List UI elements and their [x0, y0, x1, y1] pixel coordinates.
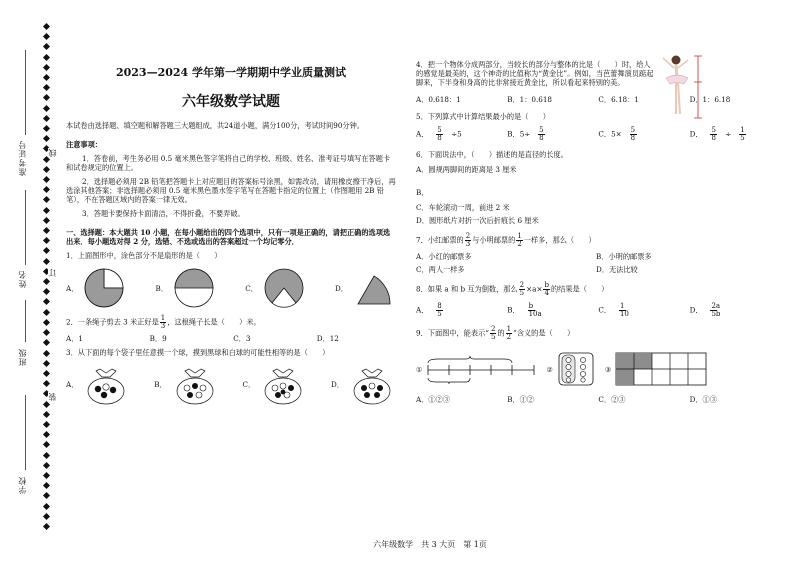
q1-figures — [66, 266, 396, 310]
cut-mark-install: 装 — [48, 392, 57, 401]
q5-b-frac — [531, 127, 552, 142]
shaded-grid-figure — [615, 352, 707, 386]
q4-option-a[interactable]: A．0.618：1 — [416, 95, 461, 104]
q5-label-c: C． — [598, 129, 612, 139]
q7-f1-den: 3 — [465, 240, 471, 248]
q7-options-row2 — [416, 265, 776, 274]
q8-option-c[interactable] — [598, 303, 684, 318]
q2-fraction — [160, 315, 166, 330]
q2-option-b[interactable]: B．9 — [149, 334, 167, 344]
binding-margin — [0, 0, 60, 561]
q6-option-a[interactable]: A．圆规两脚间的距离是 3 厘米 — [416, 165, 517, 174]
q3-option-a[interactable] — [66, 363, 130, 405]
class-line — [25, 300, 26, 342]
q5-d-den2: 5 — [740, 134, 745, 142]
q5-b-num: 5 — [539, 126, 544, 134]
q2-text-b: ，这根绳子长是（ ）米。 — [167, 317, 261, 327]
q8-frac2 — [543, 282, 549, 297]
q9-frac2 — [506, 326, 512, 341]
q5-a-num: 5 — [437, 126, 442, 134]
q5-option-c[interactable] — [598, 127, 684, 142]
q7-f2-num: 1 — [517, 232, 522, 240]
q1-option-d[interactable] — [335, 266, 396, 310]
q5-d-frac2 — [732, 127, 753, 142]
q5-label-a: A． — [416, 129, 429, 139]
ball-bag-figure-a — [82, 363, 130, 405]
q7-option-a[interactable]: A．小红的邮票多 — [416, 252, 472, 261]
q8-a-den: 5 — [437, 310, 442, 318]
q6-option-c[interactable]: C．车轮滚动一周，前进 2 米 — [416, 203, 510, 212]
q8-b-num: b — [528, 302, 534, 310]
q9-figure-2 — [546, 351, 594, 387]
name-label: 姓名 — [18, 270, 27, 288]
note-item-2: 2．选择题必须用 2B 铅笔把答题卡上对应题目的答案标号涂黑，如需改动，请用橡皮擦干净后，再选涂其他答案；非选择题必须用 0.5 毫米黑色墨水签字笔写在答题卡指定的位置上（作图题用 2B 铅笔），不在答题区域内的答案一律无效。 — [66, 177, 396, 205]
left-column — [66, 60, 396, 405]
school-label: 学校 — [18, 476, 27, 494]
q4-text: 4．把一个物体分成两部分，当较长的部分与整体的比是（ ）时，给人的感觉是最美的，这个神奇的比值称为“黄金比”。例如，当芭蕾舞演员踮起脚来，下半身和身高的比非常接近黄金比，所以看起来特别的美。 — [416, 60, 654, 87]
q8-a-frac — [429, 303, 450, 318]
q2-text — [66, 315, 396, 330]
q9-f1-den: 5 — [490, 333, 496, 341]
q7-text — [416, 233, 776, 248]
q5-option-b[interactable] — [507, 127, 593, 142]
ball-bag-figure-d — [348, 363, 396, 405]
q5-a-den: 8 — [437, 134, 442, 142]
notes-heading: 注意事项： — [66, 140, 102, 150]
q7-text-b: 与小明邮票的 — [472, 235, 516, 245]
grouped-dots-figure — [557, 351, 595, 387]
school-line — [25, 395, 26, 470]
q8-text — [416, 282, 776, 297]
q8-f2-num: b — [544, 281, 549, 289]
q5-d-op: ÷ — [725, 129, 732, 139]
q3-option-c[interactable] — [243, 363, 308, 405]
q8-b-den: 10a — [528, 310, 542, 318]
q2-option-c[interactable]: C．3 — [233, 334, 251, 344]
q1-option-b[interactable] — [156, 266, 216, 310]
q8-a-num: 8 — [437, 302, 442, 310]
q1-label-d: D． — [335, 283, 348, 293]
q1-option-c[interactable] — [245, 266, 306, 310]
q2-options — [66, 334, 396, 343]
q1-label-c: C． — [245, 283, 258, 293]
q8-option-a[interactable] — [416, 303, 502, 318]
q1-option-a[interactable] — [66, 266, 126, 310]
q8-option-b[interactable] — [507, 303, 593, 318]
q8-text-b: ×a× — [526, 284, 543, 294]
sector-shaded-figure — [352, 266, 396, 310]
q9-option-a[interactable]: A．①②③ — [416, 395, 450, 404]
q3-label-c: C． — [242, 379, 256, 389]
q8-text-c: 的结果是（ ） — [550, 284, 609, 294]
q5-d-num1: 5 — [711, 126, 716, 134]
q3-label-d: D． — [331, 379, 344, 389]
q3-label-a: A． — [66, 379, 79, 389]
q7-option-d[interactable]: D．无法比较 — [596, 265, 638, 274]
q6-text: 6．下面说法中，（ ）描述的是直径的长度。 — [416, 150, 568, 159]
q8-b-frac — [521, 303, 542, 318]
subject-title: 六年级数学试题 — [182, 93, 280, 110]
segmented-line-figure — [426, 354, 536, 384]
q3-label-b: B． — [154, 379, 167, 389]
q9-figure-3 — [605, 352, 707, 386]
q9-f2-num: 1 — [506, 325, 512, 333]
q9-option-c[interactable]: C．②③ — [598, 395, 626, 404]
q5-c-den: 8 — [630, 134, 636, 142]
q9-figure-1 — [416, 354, 536, 384]
q3-option-b[interactable] — [154, 363, 218, 405]
q8-f2-den: 4 — [544, 289, 549, 297]
right-column — [416, 60, 776, 404]
q3-figures — [66, 363, 396, 405]
q8-option-d[interactable] — [690, 303, 776, 318]
q5-d-frac1 — [704, 127, 725, 142]
page-footer: 六年级数学 共 3 大页 第 1页 — [373, 540, 487, 549]
exam-number-label: 准考证号 — [18, 140, 27, 176]
q5-c-num: 5 — [630, 126, 636, 134]
q9-text-c: ”含义的是（ ） — [513, 328, 575, 338]
q9-figures — [416, 351, 776, 387]
q9-fig-label-2: ② — [546, 364, 553, 374]
q2-frac-den: 3 — [160, 322, 166, 331]
q2-option-d[interactable]: D．12 — [316, 334, 339, 344]
q5-c-op: 5× — [611, 129, 622, 139]
q7-frac1 — [465, 233, 471, 248]
note-item-3: 3．答题卡要保持卡面清洁，不得折叠，不要弄破。 — [82, 209, 245, 219]
q8-frac1 — [519, 282, 525, 297]
cut-mark-line: 线 — [48, 148, 57, 157]
q7-f2-den: 2 — [517, 240, 522, 248]
q8-f1-num: 2 — [519, 281, 525, 289]
q5-options — [416, 127, 776, 142]
q7-text-c: 一样多，那么（ ） — [523, 235, 596, 245]
q8-label-d: D． — [689, 305, 703, 315]
q8-options — [416, 303, 776, 318]
exam-number-line — [25, 50, 26, 135]
q3-option-d[interactable] — [331, 363, 396, 405]
q8-c-frac — [612, 303, 633, 318]
q5-option-d[interactable] — [690, 127, 776, 142]
q8-f1-den: 5 — [519, 289, 525, 297]
name-line — [25, 190, 26, 265]
section1-heading: 一、选择题：本大题共 10 小题，在每小题给出的四个选项中，只有一项是正确的，请把正确的选项选出来．每小题选对得 2 分，选错、不选或选出的答案超过一个均记零分． — [66, 228, 391, 247]
q7-text-a: 7．小红邮票的 — [416, 235, 464, 245]
q9-fig-label-3: ③ — [604, 364, 612, 374]
q2-option-a[interactable]: A．1 — [66, 334, 83, 344]
q7-frac2 — [516, 233, 522, 248]
q8-c-den: 10 — [619, 310, 629, 318]
q5-label-b: B． — [507, 129, 520, 139]
q9-option-b[interactable]: B．①② — [507, 395, 535, 404]
ball-bag-figure-b — [171, 363, 219, 405]
q5-a-frac — [429, 127, 450, 142]
circle-half-segment-figure — [172, 266, 216, 310]
q1-text: 1．上面图形中，涂色部分不是扇形的是（ ） — [66, 251, 222, 261]
q8-label-c: C． — [598, 305, 612, 315]
q4-option-b[interactable]: B．1：0.618 — [507, 95, 553, 104]
q5-text: 5．下列算式中计算结果最小的是（ ） — [416, 112, 550, 121]
q8-c-num: 1 — [619, 302, 625, 310]
q8-text-a: 8．如果 a 和 b 互为倒数，那么 — [416, 284, 518, 294]
q8-d-frac — [704, 303, 725, 318]
cut-mark-bind: 订 — [48, 268, 57, 277]
q5-a-op: ÷ — [451, 129, 458, 139]
q9-option-d[interactable]: D．①③ — [689, 395, 717, 404]
q7-option-b[interactable]: B．小明的邮票多 — [596, 252, 652, 261]
q9-text-a: 9．下面图中，能表示“ — [416, 328, 489, 338]
q5-d-num2: 1 — [740, 126, 745, 134]
class-label: 班级 — [18, 348, 27, 366]
q8-label-b: B． — [507, 305, 520, 315]
ball-bag-figure-c — [259, 363, 307, 405]
q3-text: 3．从下面的每个袋子里任意摸一个球，摸到黑球和白球的可能性相等的是（ ） — [66, 348, 330, 358]
exam-title: 2023—2024 学年第一学期期中学业质量测试 — [115, 66, 347, 79]
q4-option-c[interactable]: C．6.18：1 — [598, 95, 639, 104]
q5-a-value: 5 — [457, 129, 462, 139]
q9-f1-num: 2 — [490, 325, 496, 333]
q2-frac-num: 1 — [160, 314, 166, 323]
q2-text-a: 2．一条绳子剪去 3 米正好是 — [66, 317, 159, 327]
q5-c-frac — [623, 127, 644, 142]
q1-label-b: B． — [155, 283, 169, 293]
q6-option-d[interactable]: D．圆形纸片对折一次后折痕长 6 厘米 — [416, 216, 539, 225]
q9-text — [416, 326, 776, 341]
q9-text-b: 的 — [497, 328, 505, 338]
q8-d-num: 2a — [711, 302, 721, 310]
q8-label-a: A． — [416, 305, 429, 315]
q9-options — [416, 395, 776, 404]
circle-sector-cut-figure — [262, 266, 306, 310]
q5-b-op: 5÷ — [519, 129, 531, 139]
q5-option-a[interactable] — [416, 127, 502, 142]
intro-text: 本试卷由选择题、填空题和解答题三大题组成，共24道小题，满分100分，考试时间90分钟。 — [66, 121, 364, 131]
q4-options — [416, 95, 776, 104]
q5-b-den: 8 — [539, 134, 544, 142]
q9-f2-den: 2 — [506, 333, 512, 341]
q7-option-c[interactable]: C．两人一样多 — [416, 265, 465, 274]
q9-fig-label-1: ① — [416, 364, 423, 374]
note-item-1: 1．答卷前，考生务必用 0.5 毫米黑色签字笔将自己的学校、班级、姓名、准考证号填写在答题卡和试卷规定的位置上。 — [66, 154, 391, 173]
q7-options-row1 — [416, 252, 776, 261]
q9-frac1 — [490, 326, 496, 341]
q7-f1-num: 2 — [465, 232, 471, 240]
q4-option-d[interactable]: D．1：6.18 — [689, 95, 731, 104]
q6-option-b[interactable]: B． — [416, 188, 429, 197]
q5-label-d: D． — [689, 129, 703, 139]
q1-label-a: A． — [66, 283, 79, 293]
q5-d-den1: 8 — [711, 134, 716, 142]
q8-d-den: 5b — [711, 310, 721, 318]
circle-quarter-shaded-figure — [82, 266, 126, 310]
